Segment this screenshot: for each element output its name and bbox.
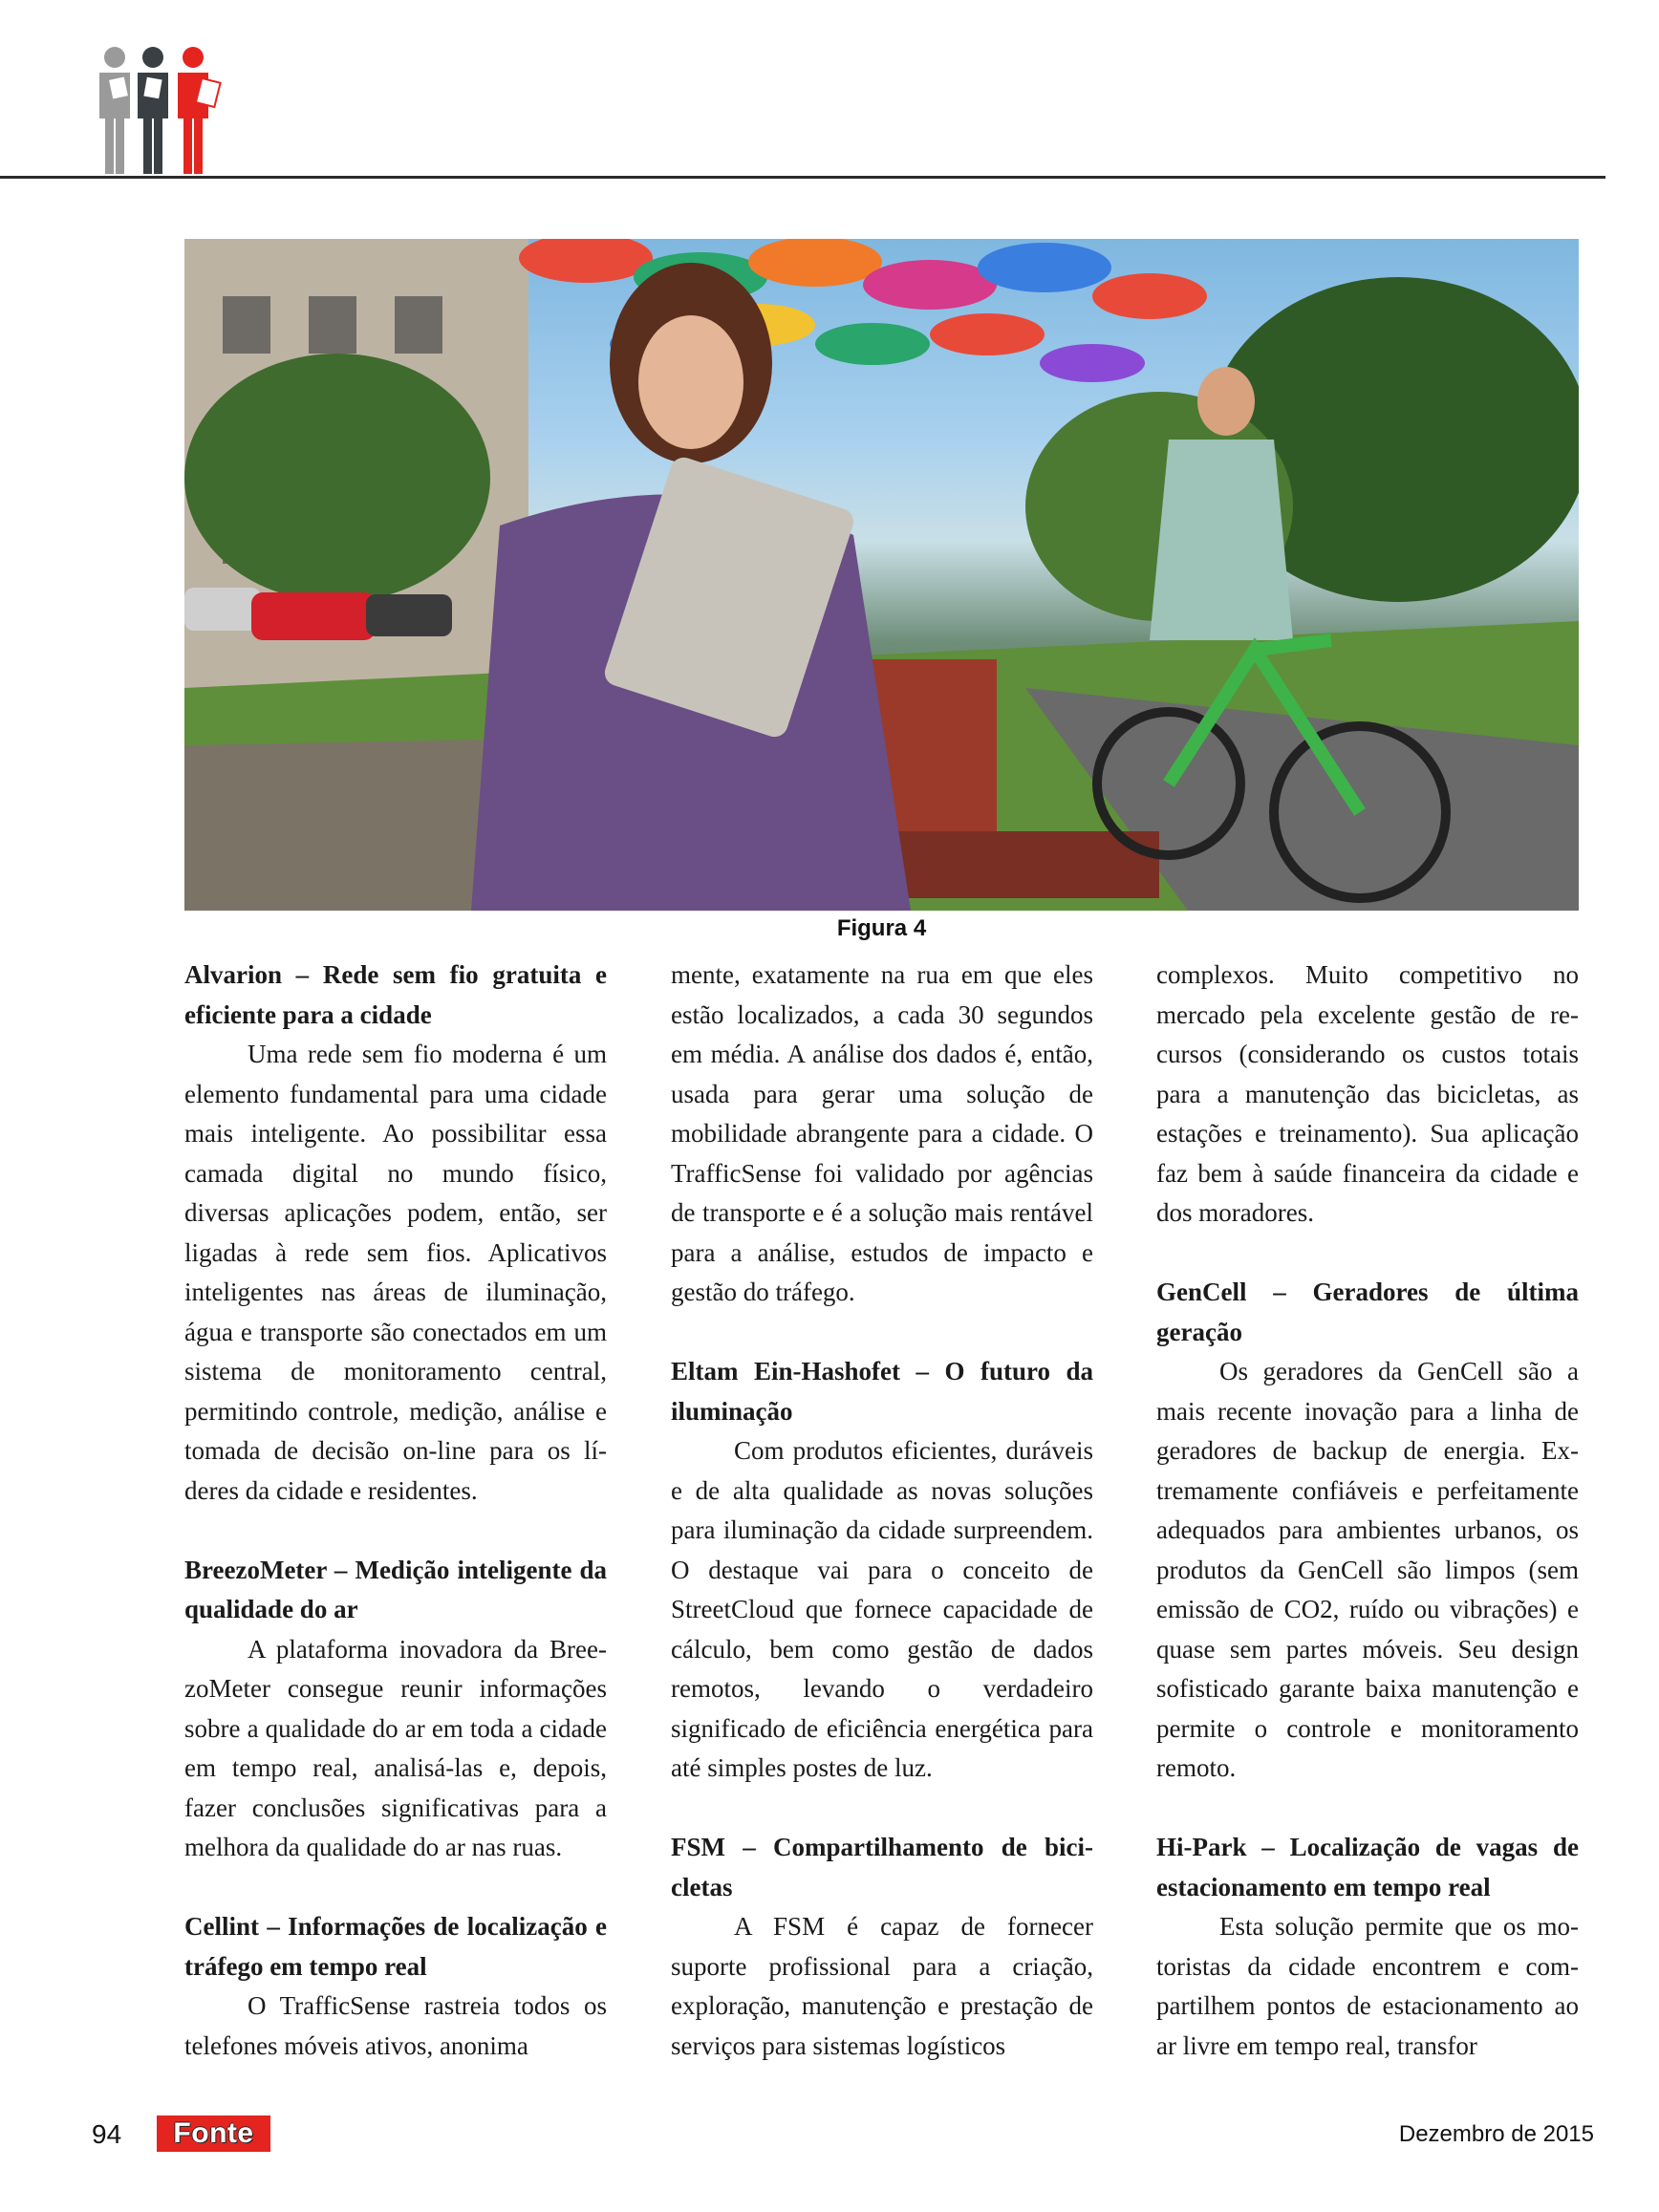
magazine-brand-logo: Fonte [157, 2115, 270, 2152]
article-heading-eltam: Eltam Ein-Hashofet – O futuro da iluminação [671, 1357, 1093, 1426]
article-heading-hipark: Hi-Park – Localização de vagas de estacionamento em tempo real [1156, 1833, 1579, 1901]
text-column-3 [1156, 956, 1579, 2066]
red-figure [178, 47, 208, 174]
figure-photo [184, 239, 1579, 911]
page-number: 94 [92, 2119, 122, 2149]
article-body-breezometer: A plataforma inovadora da BreezoMeter consegue reunir informações sobre a qualidade do ar em toda a cidade em tempo real, analisá-las e, depois, fazer conclusões significativas para a melhora da qualidade do ar nas ruas. [184, 1634, 607, 1861]
dark-figure [138, 47, 168, 174]
article-heading-alvarion: Alvarion – Rede sem fio gratuita e eficiente para a cidade [184, 960, 607, 1029]
article-body-eltam: Com produtos eficientes, duráveis e de alta qualidade as novas soluções para iluminação da cidade surpreendem. O destaque vai para o conceito de StreetCloud que fornece capacidade de cálculo, bem como gestão de dados remotos, levando o verdadeiro significado de eficiência energética para até simples postes de luz. [671, 1436, 1093, 1782]
magazine-logo-figures [94, 44, 233, 178]
issue-date: Dezembro de 2015 [1398, 2121, 1594, 2147]
text-column-1 [184, 956, 607, 2066]
article-body-hipark: Esta solução permite que os motoristas da cidade encontrem e compartilhem pontos de estacionamento ao ar livre em tempo real, transfor [1156, 1912, 1579, 2060]
article-heading-cellint: Cellint – Informações de localização e tráfego em tempo real [184, 1912, 607, 1981]
figure-caption: Figura 4 [836, 915, 927, 941]
article-body-alvarion: Uma rede sem fio moderna é um elemento fundamental para uma cidade mais inteligente. Ao possibilitar essa camada digital no mundo físico, diversas aplicações podem, então, ser ligadas à rede sem fios. Aplicativos inteligentes nas áreas de iluminação, água e transporte são conectados em um sistema de monitoramento central, permitindo controle, medição, análise e tomada de decisão on-line para os líderes da cidade e residentes. [184, 1040, 607, 1505]
article-heading-breezometer: BreezoMeter – Medição inteligente da qualidade do ar [184, 1555, 607, 1623]
article-body-fsm-part2: complexos. Muito competitivo no mercado pela excelente gestão de recursos (considerando os custos totais para a manutenção das bicicletas, as estações e treinamento). Sua aplicação faz bem à saúde financeira da cidade e dos moradores. [1156, 960, 1579, 1227]
article-body-cellint-part1: O TrafficSense rastreia todos os telefones móveis ativos, anonima [184, 1991, 607, 2060]
article-heading-fsm: FSM – Compartilhamento de bicicletas [671, 1833, 1093, 1901]
article-heading-gencell: GenCell – Geradores de última geração [1156, 1278, 1579, 1346]
article-body-fsm-part1: A FSM é capaz de fornecer suporte profissional para a criação, exploração, manutenção e prestação de serviços para sistemas logísticos [671, 1912, 1093, 2060]
text-column-2 [671, 956, 1093, 2066]
header-rule [0, 176, 1605, 179]
grey-figure [99, 47, 130, 174]
article-body-gencell: Os geradores da GenCell são a mais recente inovação para a linha de geradores de backup de energia. Extremamente confiáveis e perfeitamente adequados para ambientes urbanos, os produtos da GenCell são limpos (sem emissão de CO2, ruído ou vibrações) e quase sem partes móveis. Seu design sofisticado garante baixa manutenção e permite o controle e monitoramento remoto. [1156, 1357, 1579, 1782]
article-body-cellint-part2: mente, exatamente na rua em que eles estão localizados, a cada 30 segundos em média. A análise dos dados é, então, usada para gerar uma solução de mobilidade abrangente para a cidade. O TrafficSense foi validado por agências de transporte e é a solução mais rentável para a análise, estudos de impacto e gestão do tráfego. [671, 960, 1093, 1306]
